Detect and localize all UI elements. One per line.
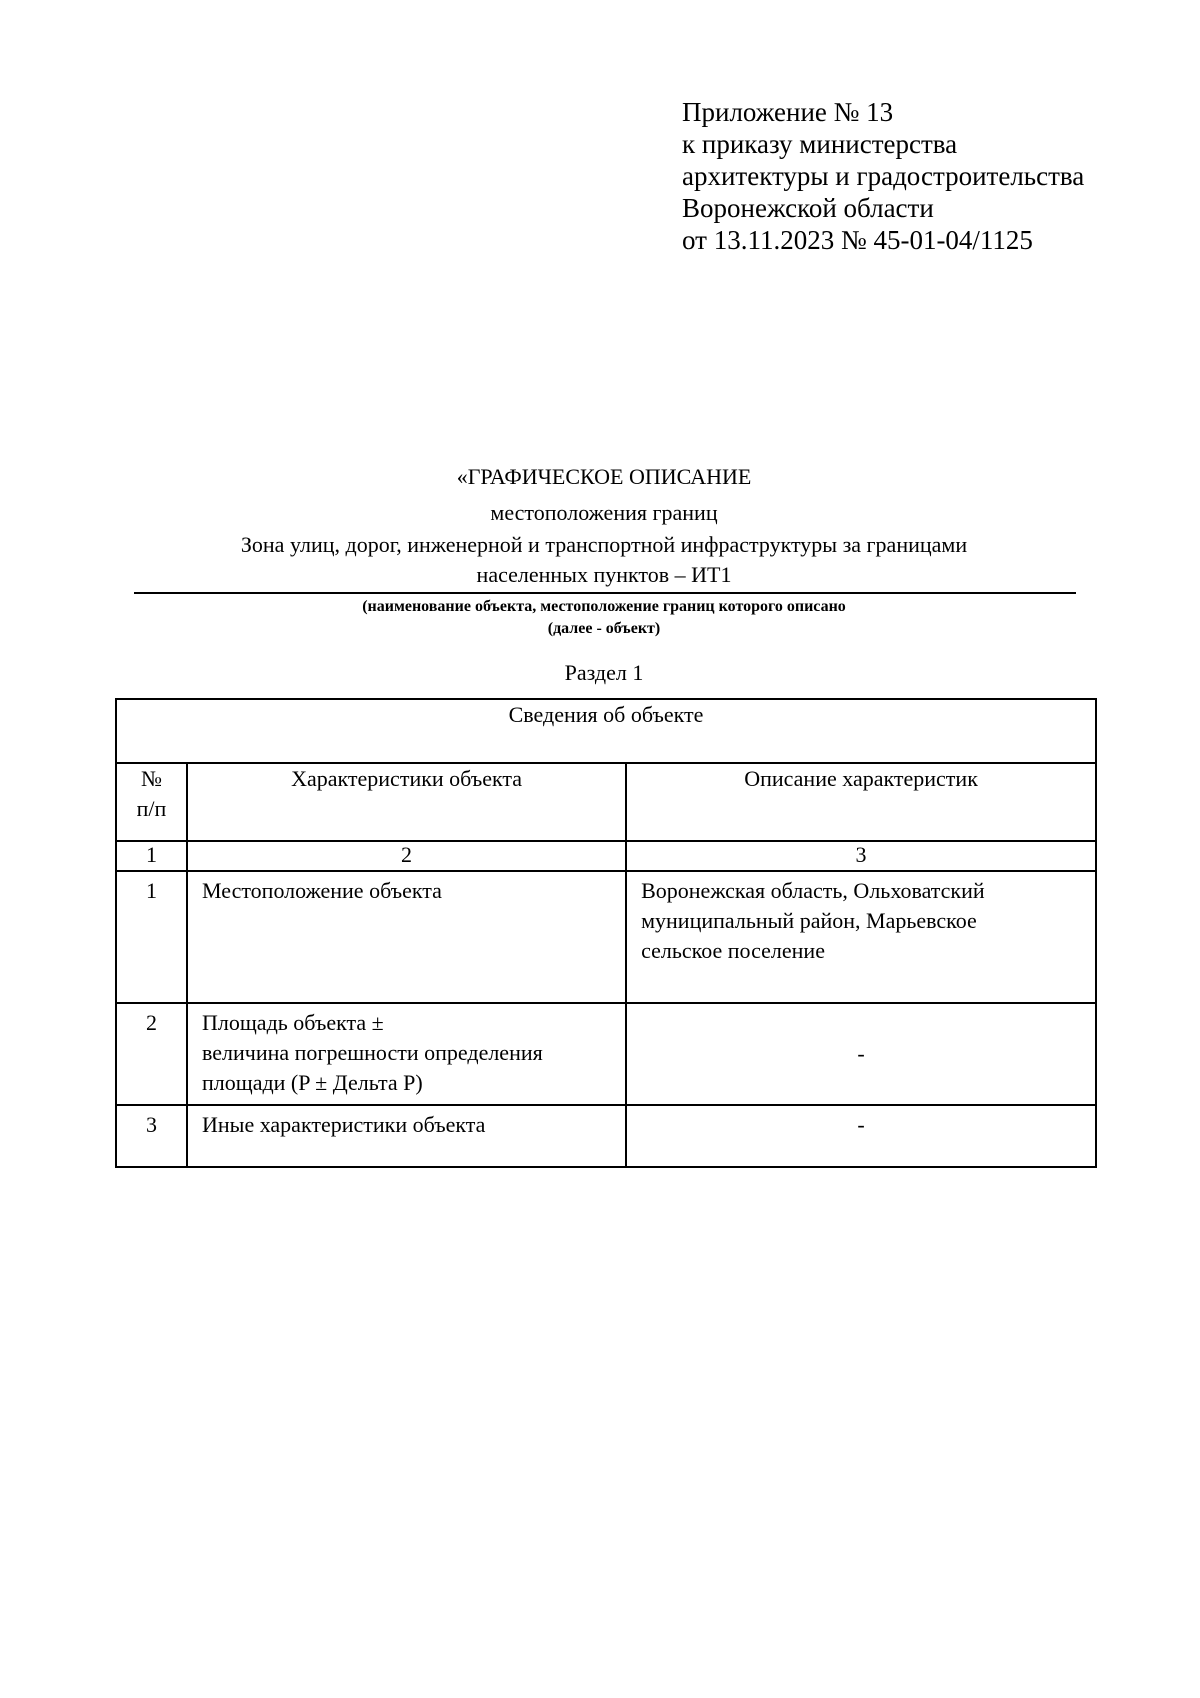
- column-number-row: [116, 841, 1096, 871]
- appendix-line: Приложение № 13: [682, 97, 894, 127]
- header-description: Описание характеристик: [626, 763, 1096, 841]
- caption-line: (далее - объект): [547, 620, 661, 637]
- appendix-line: к приказу министерства: [682, 129, 958, 159]
- section-title: Раздел 1: [564, 660, 644, 685]
- row-characteristic-line: величина погрешности определения: [202, 1040, 543, 1065]
- row-characteristic: [187, 1105, 626, 1167]
- table-heading-row: [116, 699, 1096, 763]
- row-description-line: -: [857, 1041, 865, 1066]
- row-description-line: -: [857, 1112, 865, 1137]
- row-characteristic-line: Площадь объекта ±: [202, 1010, 384, 1035]
- document-title: «ГРАФИЧЕСКОЕ ОПИСАНИЕ: [456, 464, 752, 489]
- column-number: 1: [116, 841, 187, 871]
- header-num: [116, 763, 187, 841]
- object-name-line: населенных пунктов – ИТ1: [476, 562, 732, 587]
- row-characteristic-line: Местоположение объекта: [202, 878, 442, 903]
- row-description-line: Воронежская область, Ольховатский: [641, 878, 985, 903]
- underline-rule: [134, 592, 1076, 594]
- appendix-line: от 13.11.2023 № 45-01-04/1125: [682, 225, 1033, 255]
- table-row: [116, 871, 1096, 1003]
- row-description: [626, 871, 1096, 1003]
- row-description-line: сельское поселение: [641, 938, 825, 963]
- table-row: [116, 1003, 1096, 1105]
- header-characteristics: Характеристики объекта: [187, 763, 626, 841]
- appendix-header: [682, 96, 1084, 256]
- row-number: 2: [116, 1003, 187, 1105]
- row-description: [626, 1003, 1096, 1105]
- object-caption: [130, 596, 1078, 640]
- column-header-row: [116, 763, 1096, 841]
- row-characteristic-line: площади (P ± Дельта P): [202, 1070, 423, 1095]
- object-info-table: [115, 698, 1097, 1168]
- appendix-line: Воронежской области: [682, 193, 934, 223]
- table-row: [116, 1105, 1096, 1167]
- row-description-line: муниципальный район, Марьевское: [641, 908, 977, 933]
- object-name-line: Зона улиц, дорог, инженерной и транспортной инфраструктуры за границами: [240, 532, 968, 557]
- header-num-line: №: [141, 766, 162, 791]
- row-description: [626, 1105, 1096, 1167]
- row-number: 3: [116, 1105, 187, 1167]
- row-characteristic-line: Иные характеристики объекта: [202, 1112, 486, 1137]
- table-heading: Сведения об объекте: [116, 699, 1096, 763]
- object-name: [130, 530, 1078, 590]
- header-num-line: п/п: [136, 796, 167, 821]
- row-characteristic: [187, 1003, 626, 1105]
- column-number: 2: [187, 841, 626, 871]
- row-number: 1: [116, 871, 187, 1003]
- column-number: 3: [626, 841, 1096, 871]
- row-characteristic: [187, 871, 626, 1003]
- caption-line: (наименование объекта, местоположение границ которого описано: [362, 598, 846, 615]
- appendix-line: архитектуры и градостроительства: [682, 161, 1085, 191]
- document-subtitle: местоположения границ: [490, 500, 718, 525]
